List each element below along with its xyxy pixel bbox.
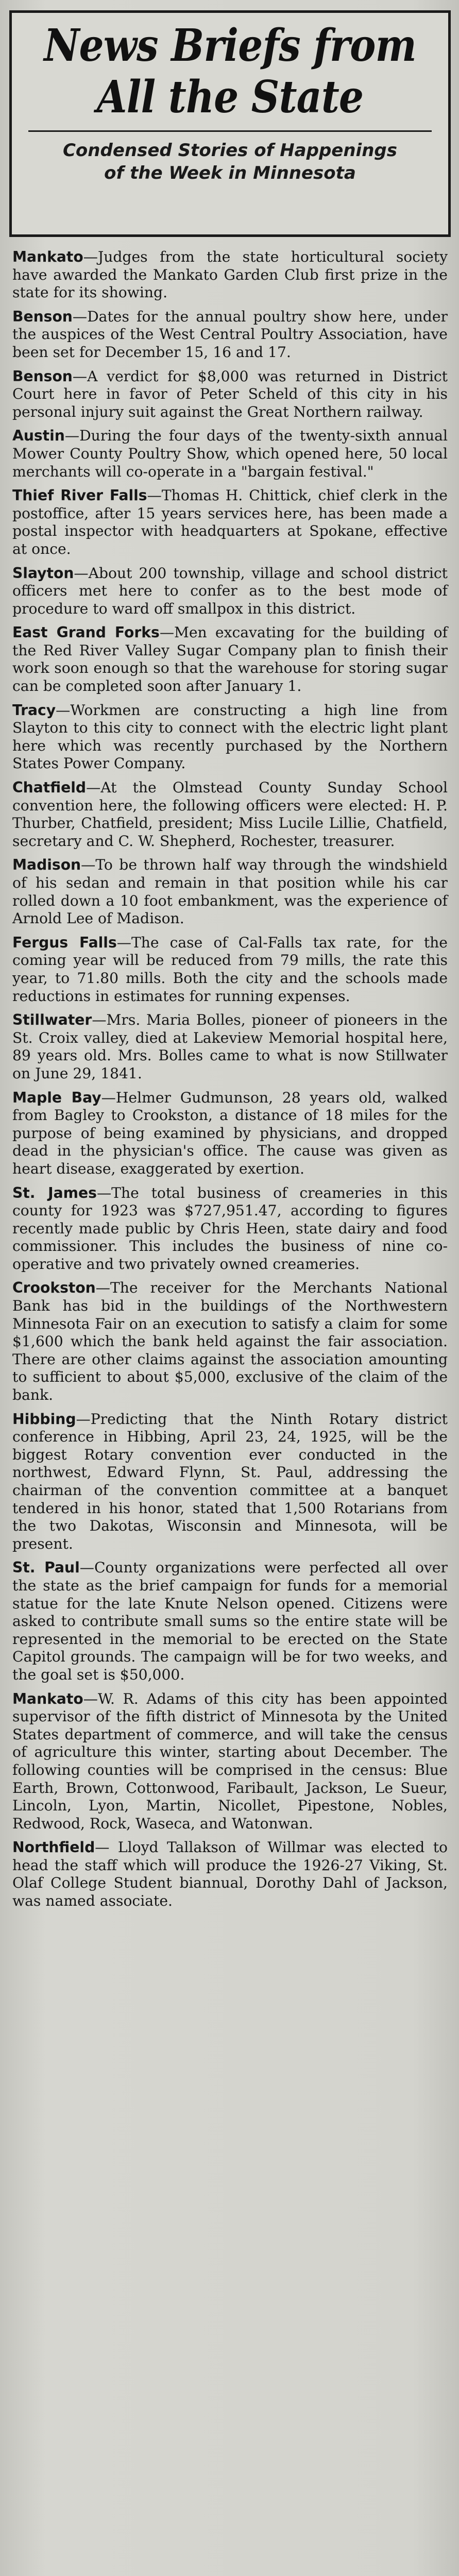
brief-text: —About 200 township, village and school district officers met here to confer as to the best mode of procedure to ward off smallpox in this district. bbox=[12, 564, 448, 617]
brief-dateline: Austin bbox=[12, 427, 65, 445]
brief-text: —The receiver for the Merchants National Bank has bid in the buildings of the Northwestern Minnesota Fair on an execution to satisfy a claim for some $1,600 which the bank held against the fair association. There are other claims against the association amounting to sufficient to about $5,000, exclusive of the claim of the bank. bbox=[12, 1279, 448, 1404]
brief-text: —Helmer Gudmunson, 28 years old, walked from Bagley to Crookston, a distance of 18 miles for the purpose of being examined by physicians, and dropped dead in the physician's office. The cause was given as heart disease, exaggerated by exertion. bbox=[12, 1089, 448, 1177]
brief-text: —The case of Cal-Falls tax rate, for the coming year will be reduced from 79 mills, the rate this year, to 71.80 mills. Both the city and the schools made reductions in estimates for running expenses. bbox=[12, 934, 448, 1005]
brief-dateline: Maple Bay bbox=[12, 1089, 101, 1106]
brief-dateline: Tracy bbox=[12, 701, 56, 719]
news-brief bbox=[12, 427, 448, 481]
brief-dateline: Mankato bbox=[12, 248, 83, 265]
brief-dateline: St. James bbox=[12, 1184, 97, 1201]
brief-text: —W. R. Adams of this city has been appointed supervisor of the fifth district of Minnesota by the United States department of commerce, and will take the census of agriculture this winter, starting about December. The following counties will be comprised in the census: Blue Earth, Brown, Cottonwood, Faribault, Jackson, Le Sueur, Lincoln, Lyon, Martin, Nicollet, Pipestone, Nobles, Redwood, Rock, Waseca, and Watonwan. bbox=[12, 1690, 448, 1832]
masthead-box bbox=[9, 10, 451, 237]
brief-text: —During the four days of the twenty-sixth annual Mower County Poultry Show, which opened here, 50 local merchants will co-operate in a "bargain festival." bbox=[12, 427, 448, 480]
brief-text: —Judges from the state horticultural society have awarded the Mankato Garden Club first prize in the state for its showing. bbox=[12, 248, 448, 301]
news-brief bbox=[12, 934, 448, 1005]
news-brief bbox=[12, 702, 448, 773]
brief-text: —Men excavating for the building of the Red River Valley Sugar Company plan to finish their work soon enough so that the warehouse for storing sugar can be completed soon after January 1. bbox=[12, 624, 448, 695]
brief-dateline: Benson bbox=[12, 367, 73, 385]
masthead-title-line1: News Briefs from bbox=[44, 20, 416, 72]
brief-text: — Lloyd Tallakson of Willmar was elected to head the staff which will produce the 1926-27 Viking, St. Olaf College Student biannual, Dorothy Dahl of Jackson, was named associate. bbox=[12, 1839, 448, 1910]
news-brief bbox=[12, 1089, 448, 1178]
brief-text: —The total business of creameries in this county for 1923 was $727,951.47, according to figures recently made public by Chris Heen, state dairy and food commissioner. This includes the business of nine co-operative and two privately owned creameries. bbox=[12, 1184, 448, 1273]
news-brief bbox=[12, 1839, 448, 1910]
brief-dateline: Chatfield bbox=[12, 779, 87, 796]
news-brief bbox=[12, 487, 448, 558]
brief-dateline: Stillwater bbox=[12, 1011, 92, 1029]
brief-dateline: Northfield bbox=[12, 1839, 95, 1856]
news-brief bbox=[12, 1279, 448, 1404]
masthead-subtitle-line2: of the Week in Minnesota bbox=[104, 163, 356, 183]
brief-dateline: Madison bbox=[12, 856, 81, 874]
news-brief bbox=[12, 1559, 448, 1684]
news-brief bbox=[12, 1411, 448, 1553]
brief-text: —A verdict for $8,000 was returned in District Court here in favor of Peter Scheld of this city in his personal injury suit against the Great Northern railway. bbox=[12, 367, 448, 420]
news-brief bbox=[12, 624, 448, 695]
brief-text: —County organizations were perfected all over the state as the brief campaign for funds for a memorial statue for the late Knute Nelson opened. Citizens were asked to contribute small sums so the entire state will be represented in the memorial to be erected on the State Capitol grounds. The campaign will be for two weeks, and the goal set is $50,000. bbox=[12, 1559, 448, 1683]
brief-dateline: East Grand Forks bbox=[12, 624, 160, 641]
masthead-divider bbox=[28, 130, 432, 132]
masthead-subtitle-line1: Condensed Stories of Happenings bbox=[62, 140, 397, 161]
news-brief bbox=[12, 1184, 448, 1274]
news-brief bbox=[12, 368, 448, 421]
brief-text: —Dates for the annual poultry show here, under the auspices of the West Central Poultry Association, have been set for December 15, 16 and 17. bbox=[12, 308, 448, 361]
news-brief bbox=[12, 248, 448, 302]
brief-dateline: Mankato bbox=[12, 1690, 83, 1707]
brief-dateline: Crookston bbox=[12, 1279, 96, 1297]
news-brief bbox=[12, 308, 448, 362]
brief-text: —To be thrown half way through the windshield of his sedan and remain in that position while his car rolled down a 10 foot embankment, was the experience of Arnold Lee of Madison. bbox=[12, 856, 448, 927]
news-brief bbox=[12, 1011, 448, 1082]
brief-text: —Mrs. Maria Bolles, pioneer of pioneers in the St. Croix valley, died at Lakeview Memorial hospital here, 89 years old. Mrs. Bolles came to what is now Stillwater on June 29, 1841. bbox=[12, 1011, 448, 1082]
brief-text: —Workmen are constructing a high line from Slayton to this city to connect with the electric light plant here which was recently purchased by the Northern States Power Company. bbox=[12, 701, 448, 772]
brief-dateline: St. Paul bbox=[12, 1559, 80, 1577]
brief-dateline: Thief River Falls bbox=[12, 487, 147, 504]
brief-text: —Predicting that the Ninth Rotary district conference in Hibbing, April 23, 24, 1925, will be the biggest Rotary convention ever conducted in the northwest, Edward Flynn, St. Paul, addressing the chairman of the convention committee at a banquet tendered in his honor, stated that 1,500 Rotarians from the two Dakotas, Wisconsin and Minnesota, will be present. bbox=[12, 1410, 448, 1552]
news-brief bbox=[12, 565, 448, 618]
masthead-title-line2: All the State bbox=[96, 71, 364, 123]
brief-dateline: Fergus Falls bbox=[12, 934, 117, 951]
brief-dateline: Hibbing bbox=[12, 1410, 76, 1428]
brief-dateline: Slayton bbox=[12, 564, 74, 582]
news-brief bbox=[12, 856, 448, 927]
brief-dateline: Benson bbox=[12, 308, 73, 325]
news-brief bbox=[12, 779, 448, 850]
brief-text: —At the Olmstead County Sunday School convention here, the following officers were elected: H. P. Thurber, Chatfield, president; Miss Lucile Lillie, Chatfield, secretary and C. W. Shepherd, Rochester, treasurer. bbox=[12, 779, 448, 850]
brief-text: —Thomas H. Chittick, chief clerk in the postoffice, after 15 years services here, has been made a postal inspector with headquarters at Spokane, effective at once. bbox=[12, 487, 448, 557]
news-brief bbox=[12, 1690, 448, 1833]
news-briefs-list bbox=[9, 237, 451, 1910]
